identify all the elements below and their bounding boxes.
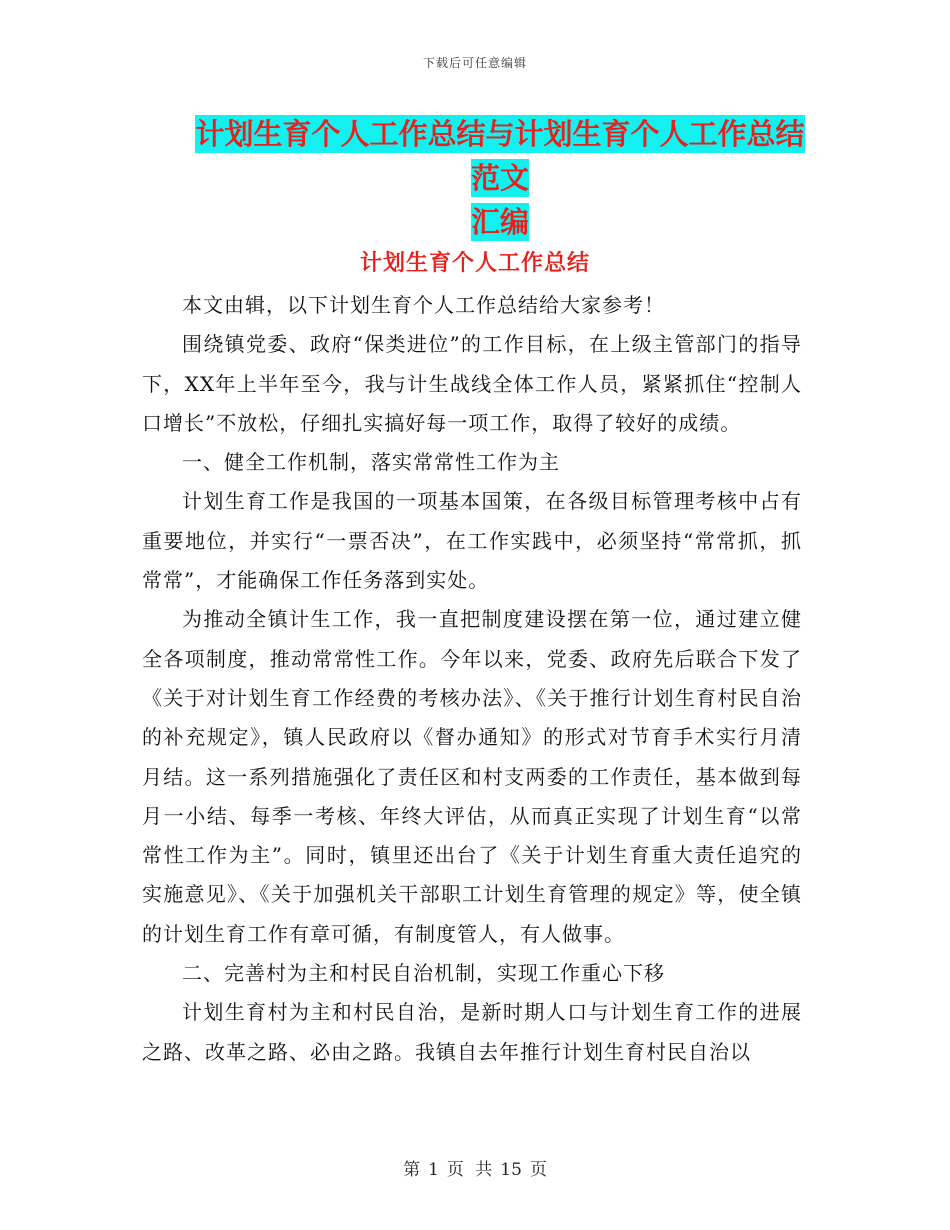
page-footer (0, 1155, 950, 1180)
footer-page-number: 1 (428, 1160, 439, 1180)
footer-page-suffix: 页 (529, 1160, 547, 1180)
header-note: 下载后可任意编辑 (422, 56, 527, 70)
paragraph-intro: 本文由辑，以下计划生育个人工作总结给大家参考！ (182, 293, 665, 317)
paragraph: 围绕镇党委、政府“保类进位”的工作目标，在上级主管部门的指导下，XX年上半年至今，我与计生战线全体工作人员，紧紧抓住“控制人口增长”不放松，仔细扎实搞好每一项工作，取得了较好的成绩。 (142, 332, 802, 435)
footer-page-mid: 页 共 (446, 1160, 493, 1180)
document-title-line-1: 计划生育个人工作总结与计划生育个人工作总结范文 (195, 117, 805, 195)
subheading-2: 二、完善村为主和村民自治机制，实现工作重心下移 (182, 961, 665, 986)
paragraph: 计划生育工作是我国的一项基本国策，在各级目标管理考核中占有重要地位，并实行“一票否决”，在工作实践中，必须坚持“常常抓，抓常常”，才能确保工作任务落到实处。 (142, 489, 802, 593)
paragraph: 为推动全镇计生工作，我一直把制度建设摆在第一位，通过建立健全各项制度，推动常常性工作。今年以来，党委、政府先后联合下发了《关于对计划生育工作经费的考核办法》、《关于推行计划生育村民自治的补充规定》，镇人民政府以《督办通知》的形式对节育手术实行月清月结。这一系列措施强化了责任区和村支两委的工作责任，基本做到每月一小结、每季一考核、年终大评估，从而真正实现了计划生育“以常常性工作为主”。同时，镇里还出台了《关于计划生育重大责任追究的实施意见》、《关于加强机关干部职工计划生育管理的规定》等，使全镇的计划生育工作有章可循，有制度管人，有人做事。 (142, 607, 802, 946)
section-title: 计划生育个人工作总结 (359, 251, 590, 276)
footer-page-prefix: 第 (403, 1160, 421, 1180)
body-text (142, 286, 802, 1072)
document-title (190, 112, 810, 244)
paragraph: 计划生育村为主和村民自治，是新时期人口与计划生育工作的进展之路、改革之路、必由之路。我镇自去年推行计划生育村民自治以 (142, 1000, 802, 1064)
footer-total-pages: 15 (500, 1160, 522, 1180)
document-title-line-2: 汇编 (470, 205, 529, 239)
subheading-1: 一、健全工作机制，落实常常性工作为主 (182, 450, 560, 475)
